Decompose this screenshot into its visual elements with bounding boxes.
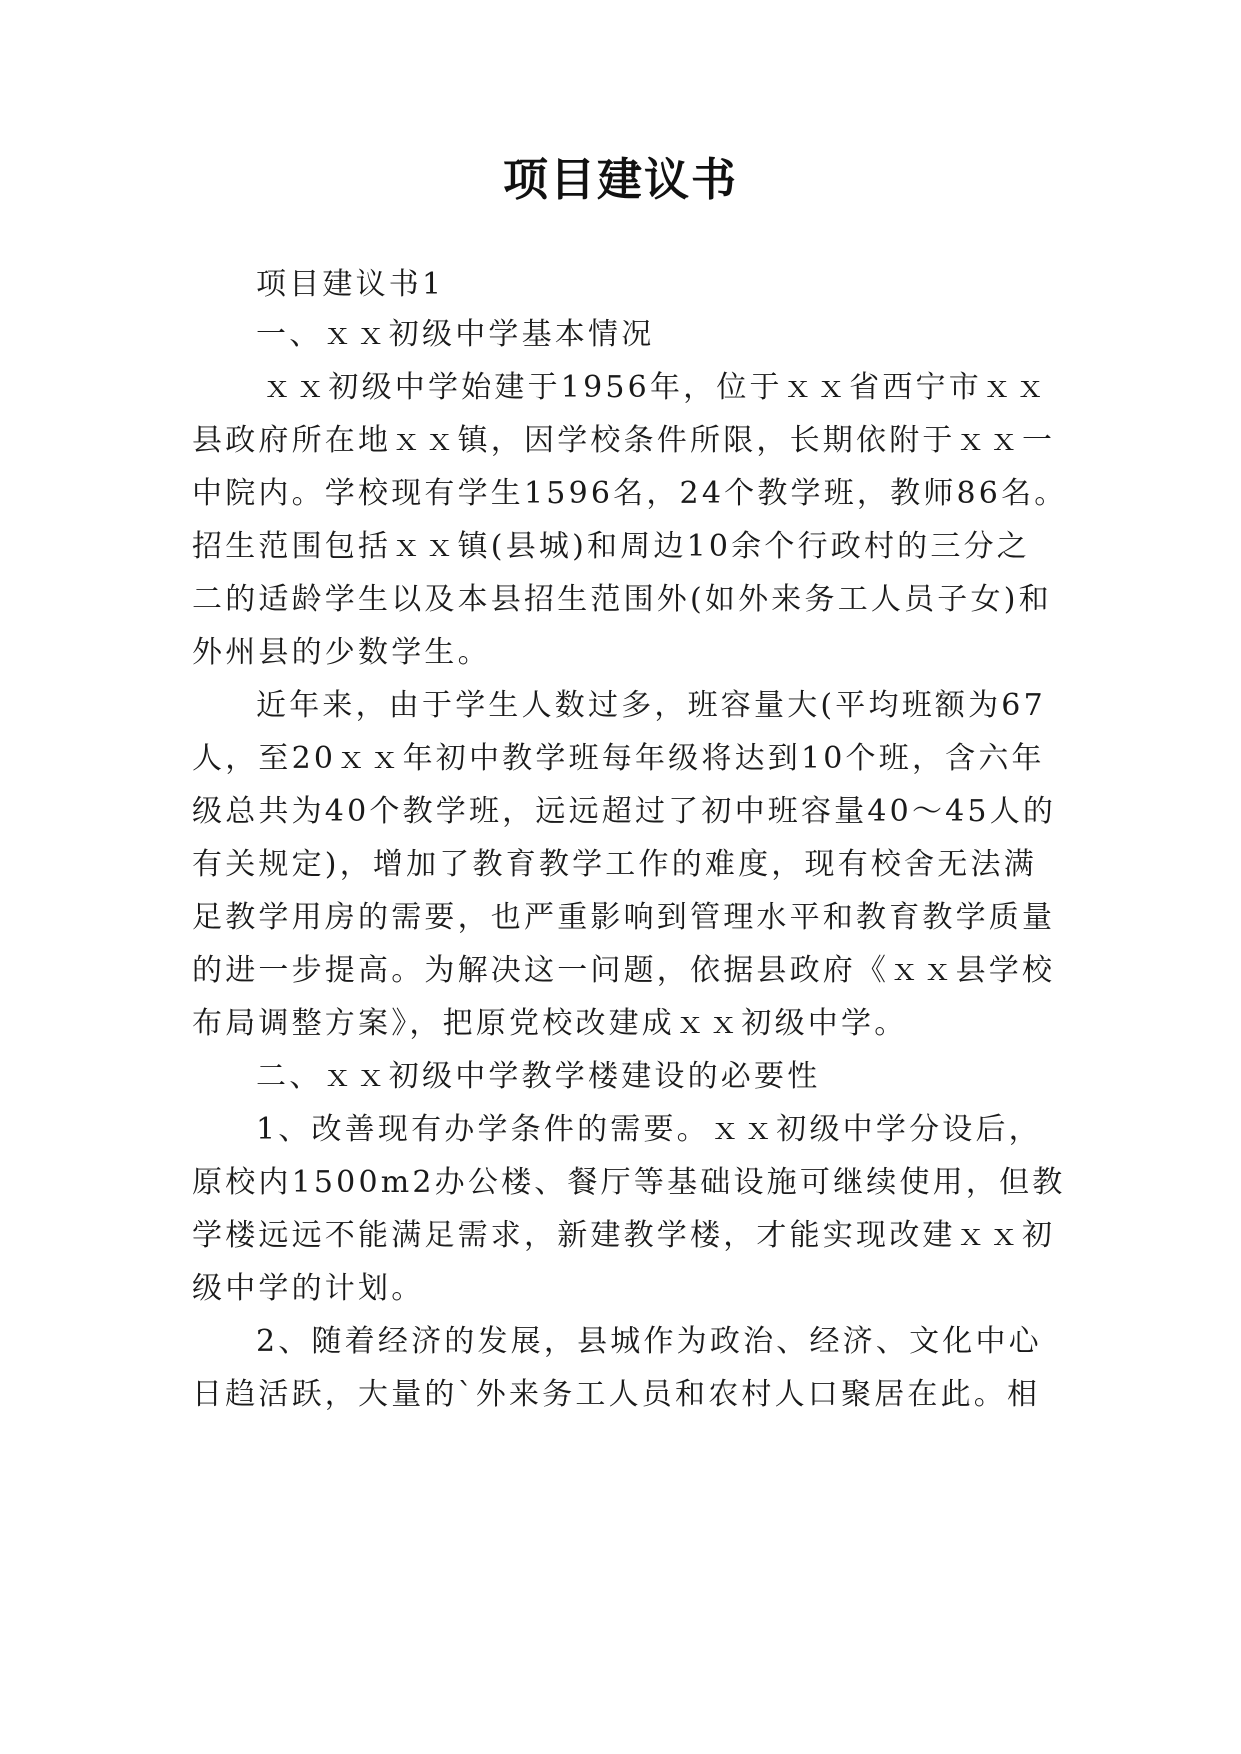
section-heading-1: 一、ｘｘ初级中学基本情况	[256, 317, 655, 352]
paragraph-line: 级中学的计划。	[192, 1271, 425, 1306]
paragraph-line: 中院内。学校现有学生1596名，24个教学班，教师86名。	[192, 476, 1068, 511]
subtitle-line: 项目建议书1	[256, 267, 445, 302]
paragraph-line: 级总共为40个教学班，远远超过了初中班容量40～45人的	[192, 794, 1057, 829]
document-title: 项目建议书	[502, 153, 738, 206]
paragraph-line: 有关规定)，增加了教育教学工作的难度，现有校舍无法满	[192, 847, 1037, 882]
paragraph-line: 1、改善现有办学条件的需要。ｘｘ初级中学分设后，	[256, 1112, 1042, 1147]
paragraph-line: 近年来，由于学生人数过多，班容量大(平均班额为67	[256, 688, 1046, 723]
section-heading-2: 二、ｘｘ初级中学教学楼建设的必要性	[256, 1059, 821, 1094]
paragraph-line: 日趋活跃，大量的`外来务工人员和农村人口聚居在此。相	[192, 1377, 1041, 1412]
paragraph-line: 2、随着经济的发展，县城作为政治、经济、文化中心	[256, 1324, 1042, 1359]
paragraph-line: 招生范围包括ｘｘ镇(县城)和周边10余个行政村的三分之	[192, 529, 1030, 564]
paragraph-line: 足教学用房的需要，也严重影响到管理水平和教育教学质量	[192, 900, 1056, 935]
paragraph-line: 的进一步提高。为解决这一问题，依据县政府《ｘｘ县学校	[192, 953, 1056, 988]
paragraph-line: 人，至20ｘｘ年初中教学班每年级将达到10个班，含六年	[192, 741, 1045, 776]
paragraph-line: 二的适龄学生以及本县招生范围外(如外来务工人员子女)和	[192, 582, 1052, 617]
paragraph-line: 学楼远远不能满足需求，新建教学楼，才能实现改建ｘｘ初	[192, 1218, 1056, 1253]
paragraph-line: 县政府所在地ｘｘ镇，因学校条件所限，长期依附于ｘｘ一	[192, 423, 1056, 458]
paragraph-line: 原校内1500m2办公楼、餐厅等基础设施可继续使用，但教	[192, 1165, 1066, 1200]
paragraph-line: ｘｘ初级中学始建于1956年，位于ｘｘ省西宁市ｘｘ	[262, 370, 1049, 405]
paragraph-line: 布局调整方案》，把原党校改建成ｘｘ初级中学。	[192, 1006, 908, 1041]
paragraph-line: 外州县的少数学生。	[192, 635, 491, 670]
